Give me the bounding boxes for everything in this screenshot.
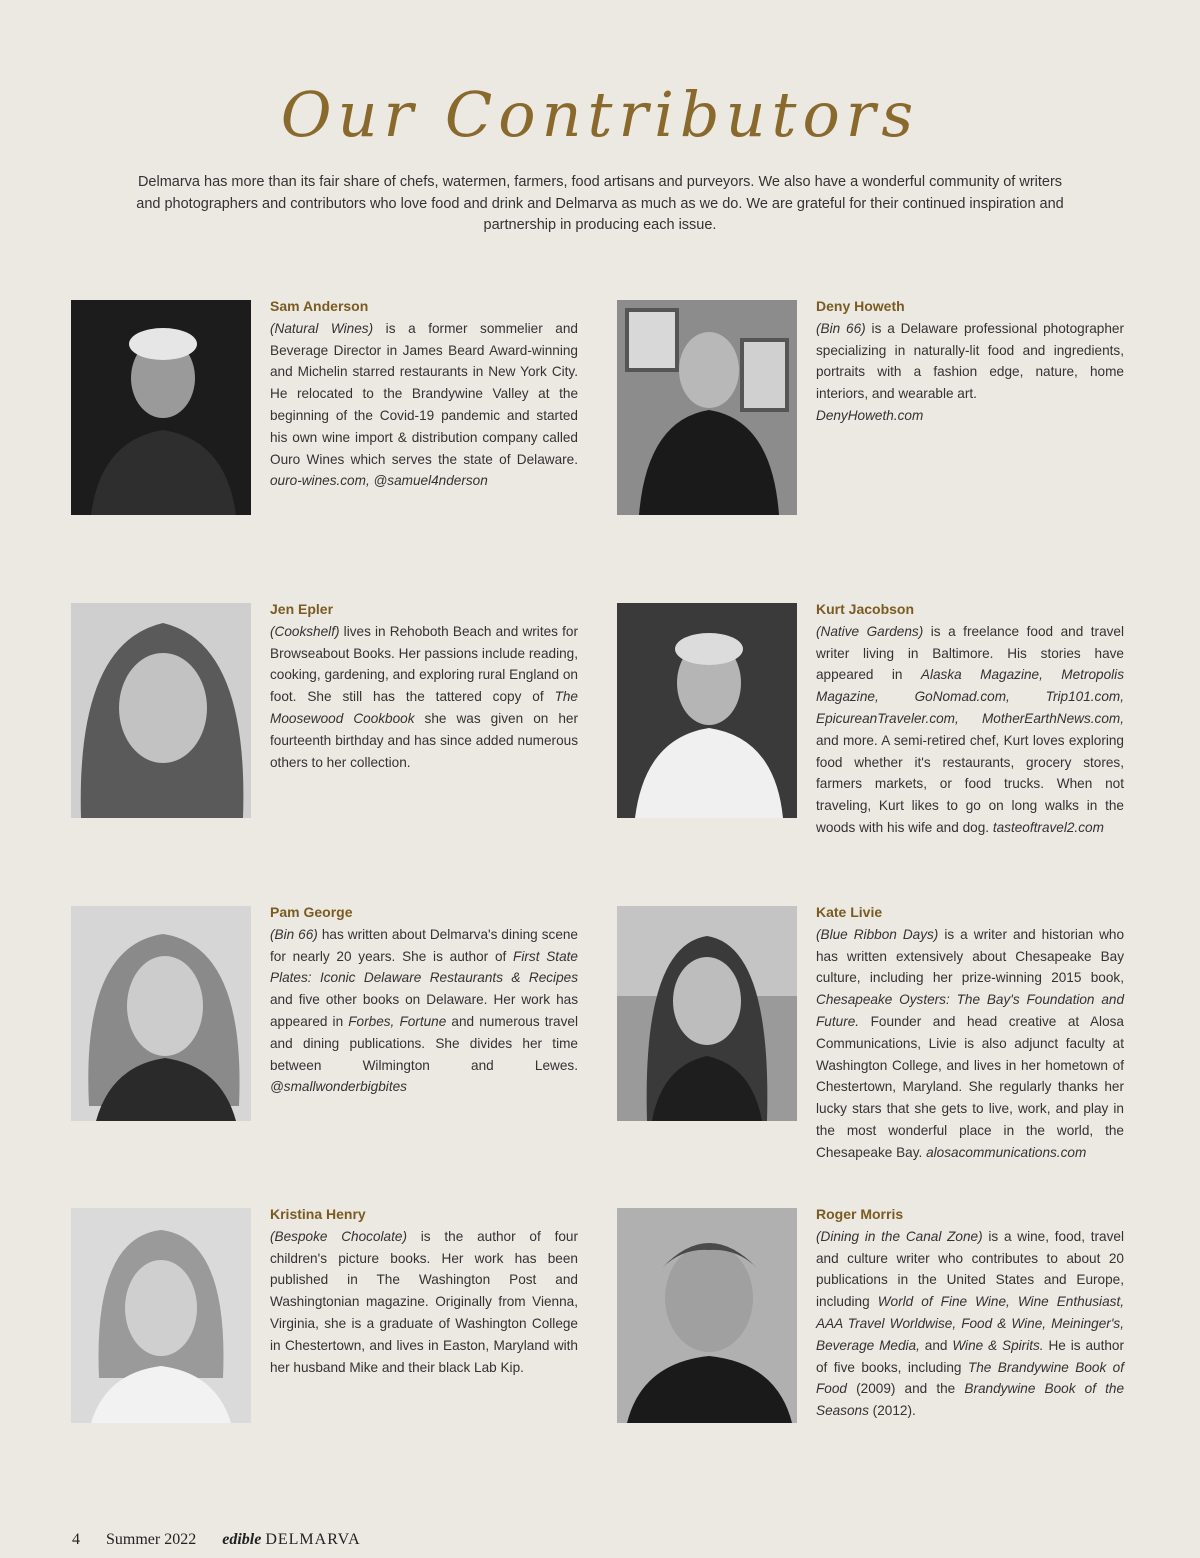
contributor-link[interactable]: tasteoftravel2.com <box>992 819 1104 835</box>
contributor-name: Pam George <box>270 904 353 920</box>
contributor-bio <box>270 1204 578 1378</box>
contributor-name: Kate Livie <box>816 904 883 920</box>
publication-list: Forbes, Fortune <box>348 1013 447 1029</box>
contributor-photo <box>71 1208 251 1423</box>
contributor-photo <box>71 603 251 818</box>
bio-text: is a freelance food and travel writer living in Baltimore. His stories have appeared in <box>816 623 1125 683</box>
bio-text: and more. A semi-retired chef, Kurt loves exploring food whether it's restaurants, grocery stores, farmers markets, or food trucks. When not traveling, Kurt likes to go on long walks in the woods with his wife and dog. <box>816 732 1124 835</box>
contributor-card-kurt-jacobson <box>617 603 1127 843</box>
publication-list: Wine & Spirits. <box>952 1337 1044 1353</box>
bio-text: is the author of four children's picture books. Her work has been published in The Washington Post and Washingtonian magazine. Originally from Vienna, Virginia, she is a graduate of Washington College in Chestertown, and lives in Easton, Maryland with her husband Mike and their black Lab Kip. <box>270 1228 578 1375</box>
contributor-name: Roger Morris <box>816 1206 904 1222</box>
contributor-card-deny-howeth <box>617 300 1127 540</box>
contributor-name: Sam Anderson <box>270 298 369 314</box>
contributor-photo <box>617 906 797 1121</box>
contributor-name: Kurt Jacobson <box>816 601 915 617</box>
contributor-name: Kristina Henry <box>270 1206 366 1222</box>
bio-text: and <box>919 1337 953 1353</box>
contributor-card-jen-epler <box>71 603 581 843</box>
contributor-link[interactable]: alosacommunications.com <box>926 1144 1087 1160</box>
contributor-photo <box>617 300 797 515</box>
contributor-card-kristina-henry <box>71 1208 581 1448</box>
bio-text: is a writer and historian who has written extensively about Chesapeake Bay culture, including her prize-winning 2015 book, <box>816 926 1125 986</box>
book-title: The Brandywine Book of Food <box>816 1359 1125 1397</box>
contributor-bio <box>816 902 1124 1164</box>
contributor-bio <box>270 296 578 492</box>
issue-label: Summer 2022 <box>106 1531 197 1548</box>
contributor-bio <box>270 902 578 1098</box>
book-title: Brandywine Book of the Seasons <box>816 1381 1125 1419</box>
bio-text: and five other books on Delaware. Her work has appeared in <box>270 992 578 1029</box>
page-title: Our Contributors <box>280 78 920 151</box>
bio-text: is a wine, food, travel and culture writer who contributes to about 20 publications in the United States and Europe, including <box>816 1228 1124 1310</box>
publication-list: World of Fine Wine, Wine Enthusiast, AAA Travel Worldwise, Food & Wine, Meininger's, Beverage Media, <box>816 1294 1124 1353</box>
contributor-name: Jen Epler <box>270 601 334 617</box>
bio-text: is a Delaware professional photographer specializing in naturally-lit food and ingredients, portraits with a fashion edge, nature, home interiors, and wearable art. <box>816 320 1124 402</box>
contributor-section: (Cookshelf) <box>270 623 340 639</box>
contributor-section: (Bin 66) <box>270 926 318 942</box>
book-title: First State Plates: Iconic Delaware Restaurants & Recipes <box>270 948 578 986</box>
book-title: The Moosewood Cookbook <box>270 689 578 726</box>
contributor-link[interactable]: ouro-wines.com, @samuel4nderson <box>270 473 488 489</box>
contributor-name: Deny Howeth <box>816 298 905 314</box>
contributor-photo <box>617 1208 797 1423</box>
page-number: 4 <box>72 1531 80 1548</box>
bio-text: He is author of five books, including <box>816 1337 1124 1375</box>
contributor-card-pam-george <box>71 906 581 1146</box>
bio-text: she was given on her fourteenth birthday and has since added numerous others to her collection. <box>270 710 578 770</box>
contributor-section: (Dining in the Canal Zone) <box>816 1228 983 1244</box>
contributor-bio <box>816 599 1124 839</box>
contributor-section: (Bin 66) <box>816 320 866 336</box>
contributor-photo <box>71 906 251 1121</box>
contributor-link[interactable]: DenyHoweth.com <box>816 407 924 423</box>
bio-text: (2009) and the <box>846 1381 965 1397</box>
contributor-section: (Natural Wines) <box>270 320 374 336</box>
page-footer <box>72 1531 383 1549</box>
bio-text: lives in Rehoboth Beach and writes for Browseabout Books. Her passions include reading, cooking, gardening, and exploring rural England on foot. She still has the tattered copy of <box>270 623 578 705</box>
bio-text: Founder and head creative at Alosa Communications, Livie is also adjunct faculty at Washington College, and lives in her hometown of Chestertown, Maryland. She regularly thanks her lucky stars that she gets to live, work, and play in the most wonderful place in the world, the Chesapeake Bay. <box>816 1013 1124 1160</box>
contributor-photo <box>71 300 251 515</box>
contributor-bio <box>816 296 1124 427</box>
contributor-link[interactable]: @smallwonderbigbites <box>270 1079 407 1095</box>
intro-paragraph: Delmarva has more than its fair share of chefs, watermen, farmers, food artisans and purveyors. We also have a wonderful community of writers and photographers and contributors who love food and drink and Delmarva as much as we do. We are grateful for their continued inspiration and partnership in producing each issue. <box>136 174 1064 233</box>
magazine-logo-brand: DELMARVA <box>265 1531 361 1548</box>
bio-text: is a former sommelier and Beverage Director in James Beard Award-winning and Michelin starred restaurants in New York City. He relocated to the Brandywine Valley at the beginning of the Covid-19 pandemic and started his own wine import & distribution company called Ouro Wines which serves the state of Delaware. <box>270 320 578 467</box>
contributor-section: (Blue Ribbon Days) <box>816 926 939 942</box>
contributor-card-sam-anderson <box>71 300 581 540</box>
bio-text: (2012). <box>868 1403 916 1419</box>
bio-text: has written about Delmarva's dining scene for nearly 20 years. She is author of <box>270 926 578 964</box>
contributor-card-kate-livie <box>617 904 1127 1160</box>
contributor-photo <box>617 603 797 818</box>
contributor-section: (Native Gardens) <box>816 623 924 639</box>
contributor-bio <box>816 1204 1124 1422</box>
book-title: Chesapeake Oysters: The Bay's Foundation and Future. <box>816 992 1124 1029</box>
magazine-logo-edible: edible <box>222 1531 262 1548</box>
bio-text: and numerous travel and dining publications. She divides her time between Wilmington and Lewes. <box>270 1013 578 1073</box>
contributor-section: (Bespoke Chocolate) <box>270 1228 407 1244</box>
contributor-bio <box>270 599 578 773</box>
publication-list: Alaska Magazine, Metropolis Magazine, GoNomad.com, Trip101.com, EpicureanTraveler.com, MotherEarthNews.com, <box>816 667 1124 726</box>
contributor-card-roger-morris <box>617 1208 1127 1448</box>
